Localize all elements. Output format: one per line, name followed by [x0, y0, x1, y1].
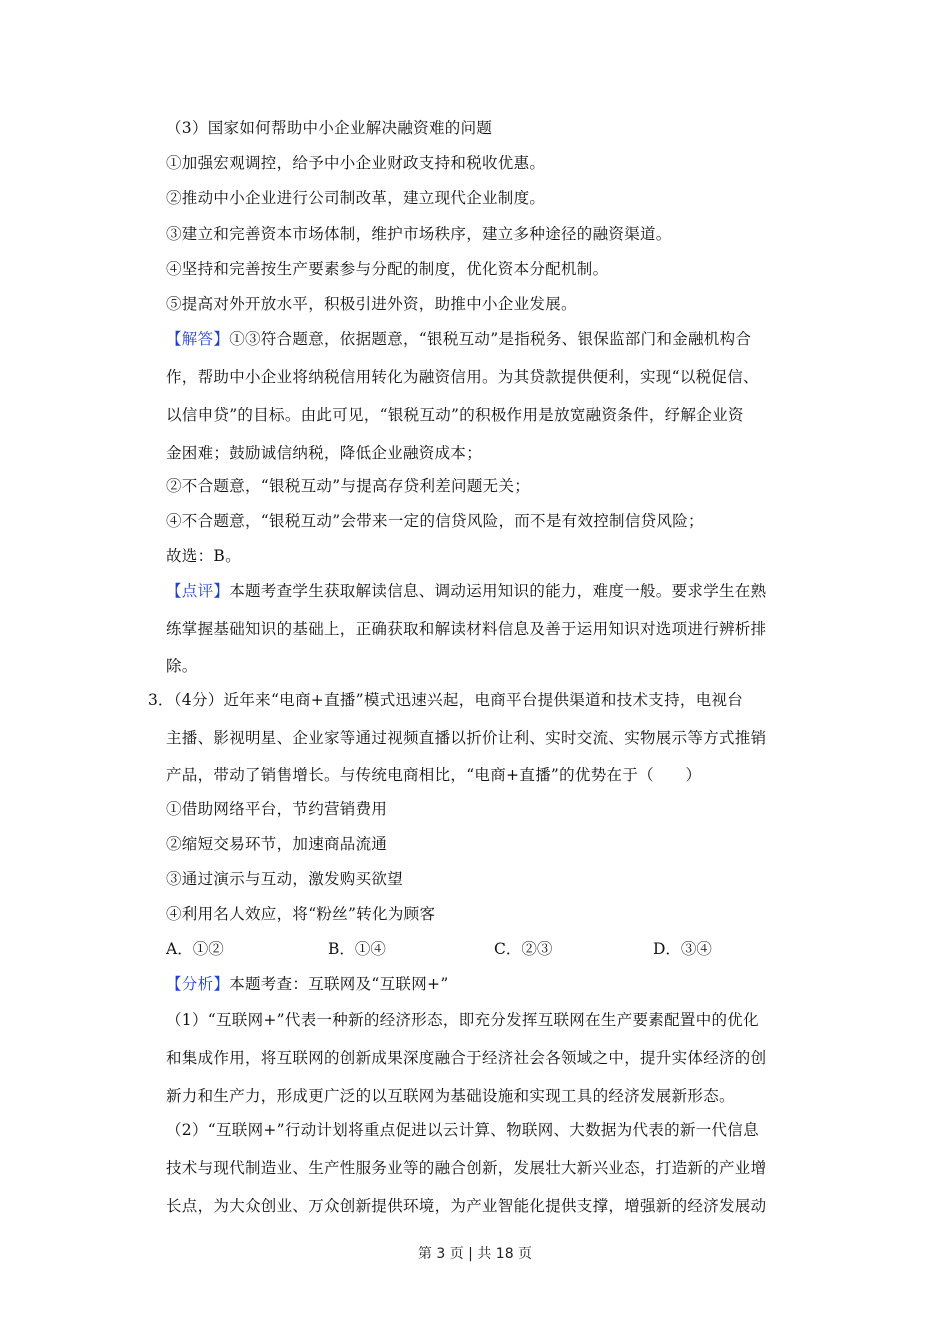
answer-line: ②不合题意，“银税互动”与提高存贷利差问题无关；: [166, 477, 531, 495]
list-item: ②推动中小企业进行公司制改革，建立现代企业制度。: [166, 189, 546, 207]
analysis-line: （2）“互联网+”行动计划将重点促进以云计算、物联网、大数据为代表的新一代信息: [166, 1121, 759, 1139]
statement: ③通过演示与互动，激发购买欲望: [166, 870, 404, 888]
section-heading: （3）国家如何帮助中小企业解决融资难的问题: [166, 119, 493, 137]
analysis-line: 和集成作用，将互联网的创新成果深度融合于经济社会各领域之中，提升实体经济的创: [166, 1049, 767, 1067]
answer-line: ④不合题意，“银税互动”会带来一定的信贷风险，而不是有效控制信贷风险；: [166, 512, 704, 530]
option-a: A．①②: [166, 940, 224, 958]
answer-line: ①③符合题意，依据题意，“银税互动”是指税务、银保监部门和金融机构合: [229, 330, 752, 348]
statement: ②缩短交易环节，加速商品流通: [166, 835, 388, 853]
question-number: 3．: [148, 691, 174, 709]
comment-line: 练掌握基础知识的基础上，正确获取和解读材料信息及善于运用知识对选项进行辨析排: [166, 620, 767, 638]
analysis-line: 长点，为大众创业、万众创新提供环境，为产业智能化提供支撑，增强新的经济发展动: [166, 1197, 767, 1215]
question-stem: 产品，带动了销售增长。与传统电商相比，“电商+直播”的优势在于（ ）: [166, 766, 702, 784]
answer-tag: 【解答】: [166, 330, 230, 348]
option-d: D．③④: [653, 940, 712, 958]
analysis-tag: 【分析】: [166, 975, 230, 993]
page-footer: 第 3 页 | 共 18 页: [417, 1246, 533, 1262]
comment-line: 本题考查学生获取解读信息、调动运用知识的能力，难度一般。要求学生在熟: [229, 582, 767, 600]
question-stem: 主播、影视明星、企业家等通过视频直播以折价让利、实时交流、实物展示等方式推销: [166, 729, 767, 747]
analysis-line: （1）“互联网+”代表一种新的经济形态，即充分发挥互联网在生产要素配置中的优化: [166, 1011, 759, 1029]
option-b: B．①④: [328, 940, 386, 958]
answer-line: 金困难；鼓励诚信纳税，降低企业融资成本；: [166, 444, 483, 462]
answer-block: [166, 329, 751, 349]
answer-line: 作，帮助中小企业将纳税信用转化为融资信用。为其贷款提供便利，实现“以税促信、: [166, 368, 759, 386]
comment-line: 除。: [166, 657, 198, 675]
statement: ①借助网络平台，节约营销费用: [166, 800, 388, 818]
option-c: C．②③: [494, 940, 553, 958]
question-stem: （4分）近年来“电商+直播”模式迅速兴起，电商平台提供渠道和技术支持，电视台: [166, 691, 744, 709]
list-item: ①加强宏观调控，给予中小企业财政支持和税收优惠。: [166, 154, 546, 172]
answer-line: 故选：B。: [166, 547, 241, 565]
analysis-line: 新力和生产力，形成更广泛的以互联网为基础设施和实现工具的经济发展新形态。: [166, 1087, 735, 1105]
analysis-line: 技术与现代制造业、生产性服务业等的融合创新，发展壮大新兴业态，打造新的产业增: [166, 1159, 767, 1177]
analysis-block: [166, 974, 449, 994]
answer-line: 以信申贷”的目标。由此可见，“银税互动”的积极作用是放宽融资条件，纾解企业资: [166, 406, 744, 424]
list-item: ④坚持和完善按生产要素参与分配的制度，优化资本分配机制。: [166, 260, 609, 278]
analysis-intro: 本题考查：互联网及“互联网+”: [229, 975, 449, 993]
list-item: ③建立和完善资本市场体制，维护市场秩序，建立多种途径的融资渠道。: [166, 225, 672, 243]
comment-block: [166, 581, 766, 601]
list-item: ⑤提高对外开放水平，积极引进外资，助推中小企业发展。: [166, 295, 577, 313]
comment-tag: 【点评】: [166, 582, 230, 600]
statement: ④利用名人效应，将“粉丝”转化为顾客: [166, 905, 436, 923]
